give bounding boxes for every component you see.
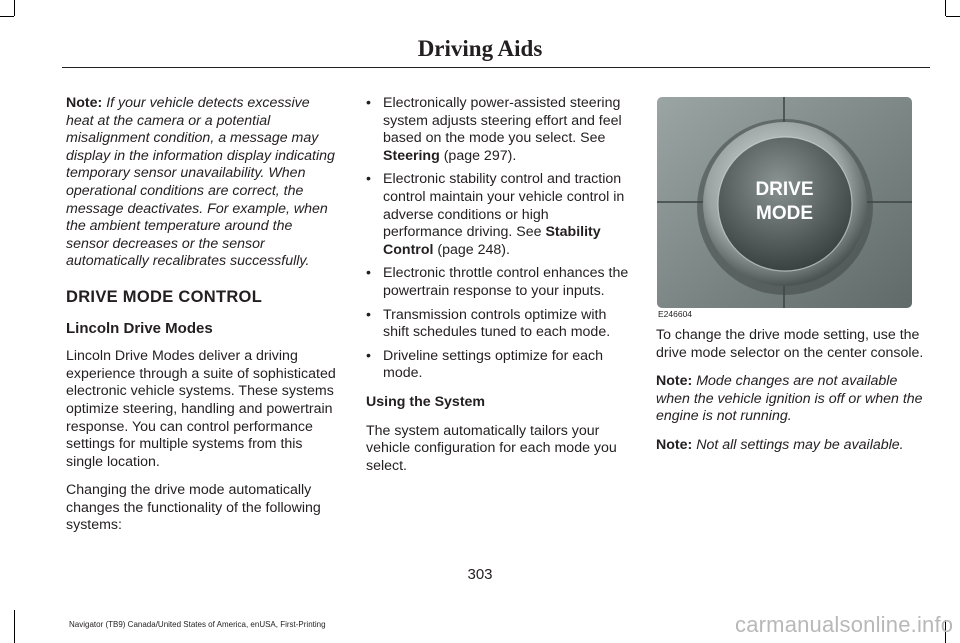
paragraph: To change the drive mode setting, use the drive mode selector on the center console. bbox=[656, 327, 924, 361]
right-column bbox=[656, 327, 930, 466]
list-item bbox=[366, 171, 632, 259]
paragraph: Lincoln Drive Modes deliver a driving experience through a suite of sophisticated electronic vehicle systems. These systems optimize steering, handling and powertrain response. You can control performance settings for multiple systems from this single location. bbox=[66, 348, 336, 470]
note-mode-changes bbox=[656, 373, 930, 426]
crop-mark bbox=[946, 16, 960, 17]
steering-reference-link[interactable]: Steering bbox=[383, 147, 440, 164]
note-text: Not all settings may be available. bbox=[696, 436, 904, 453]
note-label: Note: bbox=[656, 373, 693, 390]
bullet: • bbox=[366, 306, 371, 323]
middle-column bbox=[366, 95, 632, 486]
list-item-text: Electronic throttle control enhances the powertrain response to your inputs. bbox=[383, 265, 629, 299]
list-item bbox=[366, 348, 632, 383]
knob-label bbox=[657, 178, 912, 226]
list-item bbox=[366, 307, 632, 342]
list-item-text: (page 297). bbox=[439, 147, 517, 164]
left-column bbox=[66, 95, 338, 546]
section-heading: DRIVE MODE CONTROL bbox=[66, 287, 263, 306]
note-label: Note: bbox=[66, 95, 103, 111]
subheading-using-system: Using the System bbox=[366, 393, 486, 410]
page-number: 303 bbox=[467, 566, 493, 583]
bullet: • bbox=[366, 347, 371, 364]
list-item-text: Electronically power-assisted steering system adjusts steering effort and feel based on the mode you select. See bbox=[383, 95, 622, 147]
note-text: If your vehicle detects excessive heat at the camera or a potential misalignment condition, a message may display in the information display indicating temporary sensor unavailability. When operational conditions are correct, the message deactivates. For example, when the ambient temperature around the sensor decreases or the sensor automatically recalibrates successfully. bbox=[66, 95, 335, 270]
list-item-text: Driveline settings optimize for each mode. bbox=[383, 347, 604, 382]
crop-mark bbox=[14, 0, 15, 16]
bullet: • bbox=[366, 171, 371, 188]
paragraph: The system automatically tailors your vehicle configuration for each mode you select. bbox=[366, 422, 617, 474]
stability-control-reference-link[interactable]: Stability Control bbox=[383, 224, 601, 258]
crop-mark bbox=[0, 16, 14, 17]
knob-label-line: DRIVE bbox=[755, 179, 814, 200]
figure-id: E246604 bbox=[658, 309, 693, 319]
subheading-drive-modes: Lincoln Drive Modes bbox=[66, 319, 213, 337]
crop-mark bbox=[945, 0, 946, 16]
knob-label-line: MODE bbox=[756, 203, 813, 224]
note-settings bbox=[656, 437, 930, 455]
list-item bbox=[366, 95, 632, 165]
crop-mark bbox=[14, 610, 15, 643]
note-heat bbox=[66, 95, 338, 271]
systems-list bbox=[366, 95, 632, 383]
paragraph: Changing the drive mode automatically changes the functionality of the following systems: bbox=[66, 482, 321, 534]
bullet: • bbox=[366, 95, 371, 111]
page-header-title: Driving Aids bbox=[417, 36, 543, 61]
list-item-text: Transmission controls optimize with shift schedules tuned to each mode. bbox=[383, 306, 611, 341]
footer-text: Navigator (TB9) Canada/United States of America, enUSA, First-Printing bbox=[69, 620, 326, 629]
note-label: Note: bbox=[656, 436, 693, 453]
list-item bbox=[366, 265, 632, 300]
watermark: carmanualsonline.info bbox=[735, 612, 954, 637]
list-item-text: Electronic stability control and traction control maintain your vehicle control in adverse conditions or high performance driving. See bbox=[383, 171, 625, 241]
header-rule bbox=[62, 67, 930, 68]
list-item-text: (page 248). bbox=[433, 241, 510, 258]
bullet: • bbox=[366, 265, 371, 282]
note-text: Mode changes are not available when the vehicle ignition is off or when the engine is not running. bbox=[656, 373, 923, 425]
